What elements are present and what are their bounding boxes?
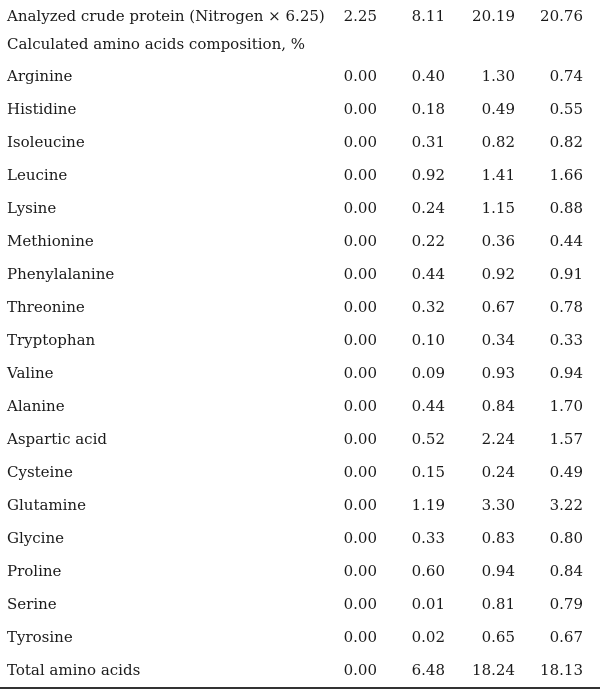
table-row [0, 159, 600, 192]
row-label: Serine [7, 595, 57, 613]
cell-value: 0.00 [343, 595, 377, 613]
cell-value: 0.10 [411, 331, 445, 349]
cell-value: 0.00 [343, 265, 377, 283]
cell-value: 0.00 [343, 133, 377, 151]
table-row [0, 588, 600, 621]
table-row [0, 489, 600, 522]
cell-value: 0.84 [549, 562, 583, 580]
cell-value: 0.00 [343, 67, 377, 85]
cell-value: 0.33 [549, 331, 583, 349]
row-label: Glycine [7, 529, 64, 547]
cell-value: 0.49 [481, 100, 515, 118]
cell-value: 0.00 [343, 562, 377, 580]
cell-value: 0.55 [549, 100, 583, 118]
row-label: Proline [7, 562, 62, 580]
cell-value: 0.34 [481, 331, 515, 349]
table-row [0, 324, 600, 357]
cell-value: 0.00 [343, 496, 377, 514]
cell-value: 0.67 [481, 298, 515, 316]
cell-value: 0.02 [411, 628, 445, 646]
table-row [0, 357, 600, 390]
row-label: Tyrosine [7, 628, 73, 646]
cell-value: 0.82 [481, 133, 515, 151]
row-label: Arginine [7, 67, 73, 85]
cell-value: 20.76 [540, 7, 583, 25]
table-row [0, 93, 600, 126]
cell-value: 0.09 [411, 364, 445, 382]
table-row [0, 390, 600, 423]
cell-value: 0.00 [343, 397, 377, 415]
table-row [0, 291, 600, 324]
cell-value: 0.44 [411, 397, 445, 415]
cell-value: 0.84 [481, 397, 515, 415]
cell-value: 1.66 [549, 166, 583, 184]
cell-value: 0.52 [411, 430, 445, 448]
cell-value: 0.22 [411, 232, 445, 250]
cell-value: 0.18 [411, 100, 445, 118]
row-label: Alanine [7, 397, 65, 415]
row-label: Leucine [7, 166, 68, 184]
cell-value: 1.57 [549, 430, 583, 448]
table-row [0, 126, 600, 159]
table-row [0, 60, 600, 93]
total-row [0, 654, 600, 687]
cell-value: 0.83 [481, 529, 515, 547]
cell-value: 0.80 [549, 529, 583, 547]
cell-value: 2.24 [481, 430, 515, 448]
cell-value: 0.65 [481, 628, 515, 646]
cell-value: 0.24 [411, 199, 445, 217]
table-row [0, 192, 600, 225]
cell-value: 0.79 [549, 595, 583, 613]
row-label: Glutamine [7, 496, 86, 514]
row-label: Histidine [7, 100, 77, 118]
cell-value: 0.94 [549, 364, 583, 382]
row-label: Cysteine [7, 463, 73, 481]
cell-value: 0.93 [481, 364, 515, 382]
row-label: Tryptophan [7, 331, 96, 349]
cell-value: 18.24 [472, 661, 515, 679]
row-label: Aspartic acid [7, 430, 107, 448]
cell-value: 0.88 [549, 199, 583, 217]
cell-value: 0.31 [411, 133, 445, 151]
row-label: Lysine [7, 199, 57, 217]
cell-value: 2.25 [343, 7, 377, 25]
cell-value: 0.00 [343, 529, 377, 547]
cell-value: 6.48 [411, 661, 445, 679]
section-label: Calculated amino acids composition, % [7, 35, 306, 53]
cell-value: 0.00 [343, 331, 377, 349]
cell-value: 0.44 [411, 265, 445, 283]
cell-value: 0.81 [481, 595, 515, 613]
row-label: Threonine [7, 298, 85, 316]
cell-value: 1.19 [411, 496, 445, 514]
cell-value: 0.33 [411, 529, 445, 547]
cell-value: 0.67 [549, 628, 583, 646]
cell-value: 0.00 [343, 430, 377, 448]
section-heading-row [0, 28, 600, 61]
table-row [0, 621, 600, 654]
cell-value: 0.01 [411, 595, 445, 613]
cell-value: 1.70 [549, 397, 583, 415]
table-bottom-rule [0, 687, 600, 689]
cell-value: 8.11 [411, 7, 445, 25]
row-label: Isoleucine [7, 133, 85, 151]
cell-value: 0.24 [481, 463, 515, 481]
cell-value: 0.94 [481, 562, 515, 580]
row-label: Methionine [7, 232, 94, 250]
cell-value: 0.91 [549, 265, 583, 283]
row-label: Total amino acids [7, 661, 141, 679]
cell-value: 0.00 [343, 232, 377, 250]
cell-value: 0.82 [549, 133, 583, 151]
cell-value: 0.36 [481, 232, 515, 250]
table-row [0, 225, 600, 258]
cell-value: 0.00 [343, 199, 377, 217]
cell-value: 3.30 [481, 496, 515, 514]
row-label: Phenylalanine [7, 265, 115, 283]
table-row [0, 258, 600, 291]
cell-value: 0.00 [343, 463, 377, 481]
cell-value: 20.19 [472, 7, 515, 25]
cell-value: 0.60 [411, 562, 445, 580]
cell-value: 0.44 [549, 232, 583, 250]
cell-value: 0.32 [411, 298, 445, 316]
row-label: Analyzed crude protein (Nitrogen × 6.25) [7, 7, 325, 25]
table-row [0, 522, 600, 555]
cell-value: 0.00 [343, 661, 377, 679]
row-label: Valine [7, 364, 54, 382]
cell-value: 1.15 [481, 199, 515, 217]
cell-value: 1.30 [481, 67, 515, 85]
cell-value: 0.92 [411, 166, 445, 184]
cell-value: 0.00 [343, 100, 377, 118]
cell-value: 0.40 [411, 67, 445, 85]
cell-value: 18.13 [540, 661, 583, 679]
table-row [0, 555, 600, 588]
cell-value: 3.22 [549, 496, 583, 514]
cell-value: 0.00 [343, 364, 377, 382]
table-row [0, 456, 600, 489]
cell-value: 0.15 [411, 463, 445, 481]
cell-value: 0.00 [343, 166, 377, 184]
cell-value: 0.78 [549, 298, 583, 316]
cell-value: 0.49 [549, 463, 583, 481]
cell-value: 0.74 [549, 67, 583, 85]
cell-value: 0.00 [343, 298, 377, 316]
cell-value: 0.00 [343, 628, 377, 646]
cell-value: 0.92 [481, 265, 515, 283]
cell-value: 1.41 [481, 166, 515, 184]
table-row [0, 423, 600, 456]
